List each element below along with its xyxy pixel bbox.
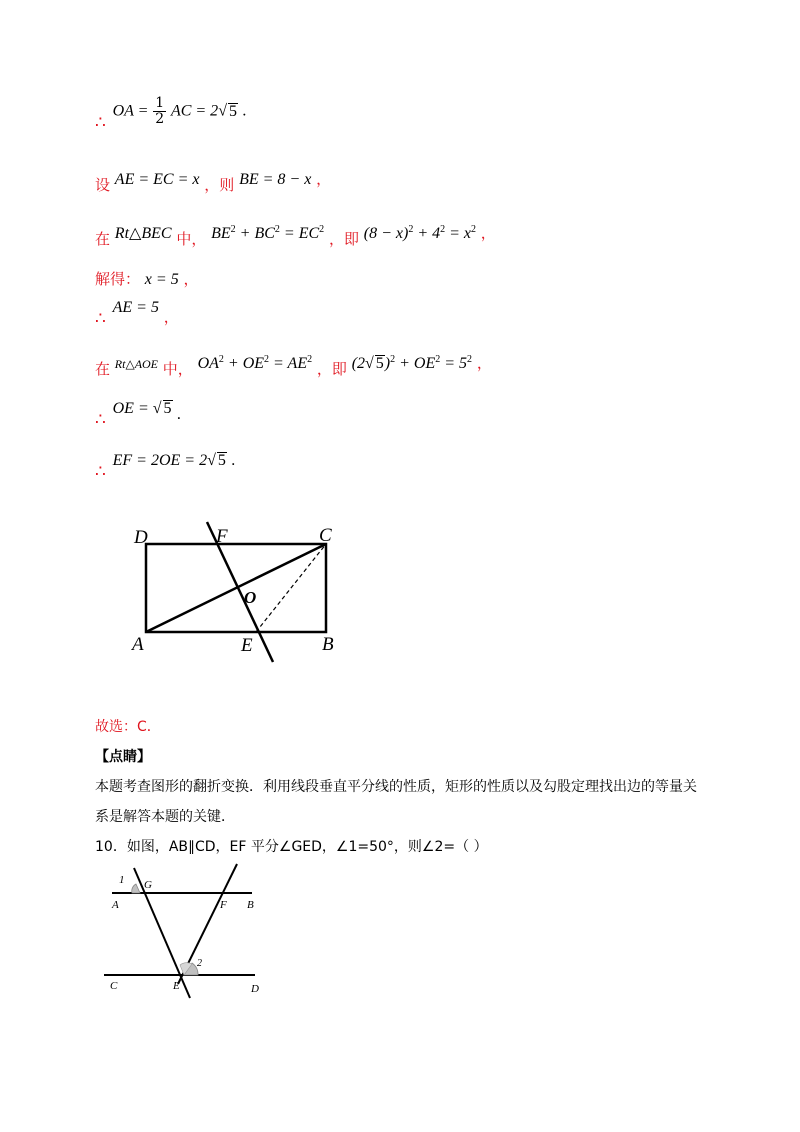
ji-label: ，即: [316, 360, 347, 378]
rectangle-fold-figure: [125, 515, 355, 665]
math-ef: EF = 2OE = 2: [112, 452, 208, 469]
label-e: E: [241, 635, 253, 656]
label-angle-2: 2: [197, 958, 202, 969]
zai-label: 在: [95, 360, 111, 378]
triangle-bec: Rt△BEC: [114, 225, 172, 242]
dianjing-text-1: 本题考查图形的翻折变换．利用线段垂直平分线的性质，矩形的性质以及勾股定理找出边的等量关: [95, 779, 697, 795]
solution-line-7: ∴ OE = √ 5 .: [95, 400, 182, 430]
math-be-sq: BE: [211, 225, 231, 242]
angle-1-marker: [132, 884, 140, 893]
solution-line-3: 在 Rt△BEC 中， $BE^2 + BC^2 = EC^2$ ，即 $(8 - x)^2 + 4^2 = x^2$ ，: [95, 224, 496, 248]
zai-label: 在: [95, 230, 111, 248]
label-d: D: [251, 983, 259, 995]
label-f: F: [220, 899, 227, 911]
fraction-numerator: 1: [155, 95, 165, 111]
math-ae-5: AE = 5: [112, 299, 159, 316]
ze-label: ，则: [204, 176, 235, 194]
diagonal-ac: [146, 544, 326, 632]
radicand: 5: [228, 102, 237, 120]
period: .: [242, 102, 247, 120]
math-oa-lhs: OA =: [112, 102, 149, 120]
label-e: E: [173, 980, 180, 992]
radicand: 5: [163, 400, 172, 417]
jiede-label: 解得：: [95, 270, 141, 288]
label-c: C: [319, 525, 332, 546]
solution-line-2: [95, 168, 332, 194]
solution-line-1: ∴ OA = $\frac{1}{2}$ AC = 2√ 5 .: [95, 95, 247, 133]
dianjing-title: 【点睛】: [95, 749, 151, 765]
math-be: BE = 8 − x: [239, 171, 312, 188]
therefore-symbol: ∴: [95, 309, 106, 329]
label-b: B: [322, 634, 334, 655]
therefore-symbol: ∴: [95, 462, 106, 482]
math-ac: AC = 2: [170, 102, 219, 120]
label-f: F: [216, 526, 228, 547]
label-a: A: [112, 899, 119, 911]
zhong-label: 中，: [162, 360, 193, 378]
label-angle-1: 1: [119, 874, 125, 886]
label-c: C: [110, 980, 118, 992]
radicand: 5: [375, 355, 384, 372]
fraction-denominator: 2: [155, 111, 165, 127]
solution-line-8: ∴ EF = 2OE = 2√ 5 .: [95, 452, 236, 482]
math-x-5: x = 5: [144, 271, 179, 288]
question-10-text: 10．如图，AB∥CD，EF 平分∠GED，∠1=50°，则∠2=（ ）: [95, 839, 488, 855]
zhong-label: 中，: [176, 230, 207, 248]
she-label: 设: [95, 176, 111, 194]
math-oe: OE =: [112, 400, 153, 417]
triangle-aoe: Rt△AOE: [114, 357, 159, 371]
solution-line-5: ∴ AE = 5 ，: [95, 299, 179, 329]
math-pythagoras: (8 − x): [363, 225, 409, 242]
math-ae-ec: AE = EC = x: [114, 171, 200, 188]
answer-choice: 故选：C．: [95, 719, 161, 735]
ji-label: ，即: [328, 230, 359, 248]
fraction-one-half: [153, 96, 166, 127]
solution-line-6: 在 Rt△AOE 中， $OA^2 + OE^2 = AE^2$ ，即 (2√ $5)^2 + OE^2 = 5^2$ ，: [95, 354, 492, 378]
solution-line-4: 解得： x = 5 ，: [95, 270, 199, 288]
dashed-segment-ec: [256, 544, 326, 632]
label-d: D: [134, 527, 148, 548]
therefore-symbol: ∴: [95, 410, 106, 430]
label-b: B: [247, 899, 254, 911]
therefore-symbol: ∴: [95, 112, 106, 133]
parallel-lines-figure: [100, 862, 270, 1002]
dianjing-text-2: 系是解答本题的关键．: [95, 809, 235, 825]
label-a: A: [132, 634, 144, 655]
radicand: 5: [217, 452, 226, 469]
comma: ，: [316, 170, 332, 188]
label-o: O: [244, 588, 257, 607]
label-g: G: [144, 879, 152, 891]
